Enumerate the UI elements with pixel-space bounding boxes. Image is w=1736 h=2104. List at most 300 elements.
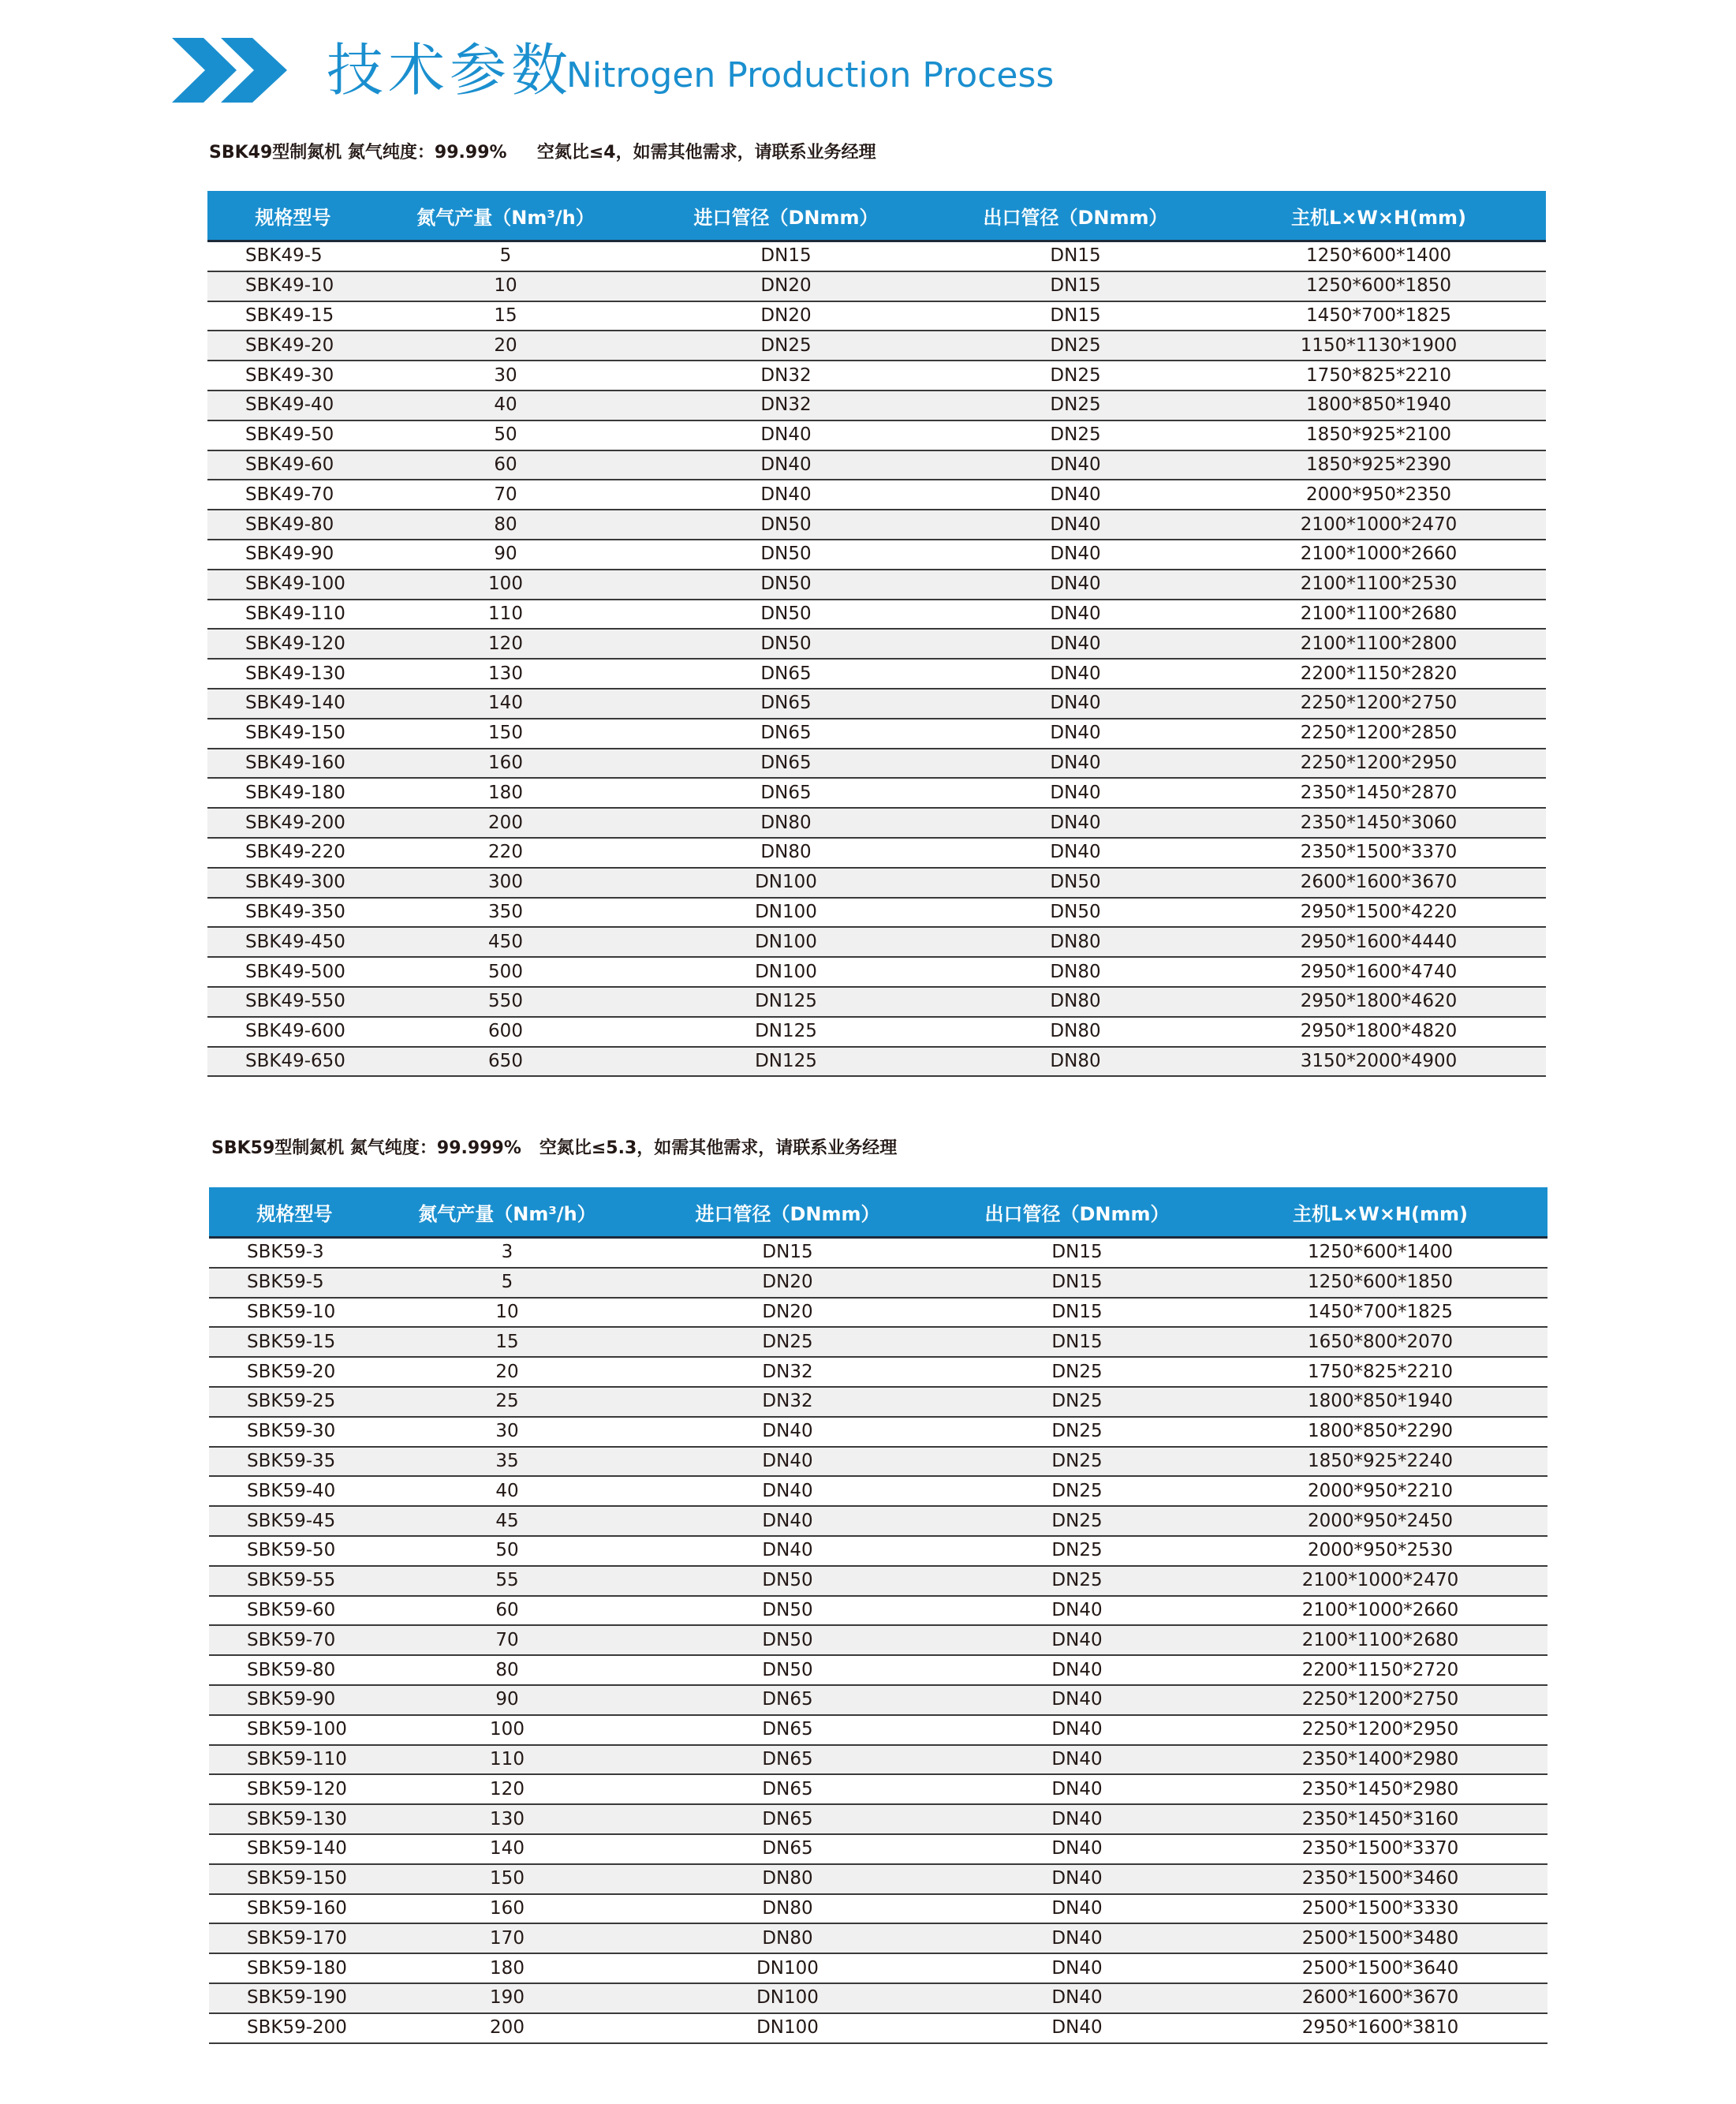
cell-model: SBK59-50 [209,1536,380,1566]
table-row [207,838,1546,868]
cell-model: SBK59-130 [209,1804,380,1834]
cell-inlet-diameter: DN32 [634,1357,941,1387]
cell-nitrogen-output: 600 [379,1017,633,1047]
table-row [209,1774,1547,1804]
cell-inlet-diameter: DN65 [634,1745,941,1775]
cell-model: SBK49-50 [207,420,379,450]
cell-outlet-diameter: DN40 [941,1655,1213,1685]
cell-model: SBK59-140 [209,1834,380,1864]
cell-model: SBK59-35 [209,1447,380,1477]
table-row [207,749,1546,779]
table-row [209,1804,1547,1834]
cell-model: SBK49-450 [207,927,379,957]
table-row [209,1387,1547,1417]
cell-host-dimensions: 2200*1150*2820 [1211,659,1546,689]
table-row [207,271,1546,301]
cell-model: SBK49-120 [207,629,379,659]
cell-model: SBK49-130 [207,659,379,689]
cell-host-dimensions: 2500*1500*3640 [1213,1953,1547,1983]
cell-inlet-diameter: DN40 [633,420,939,450]
cell-nitrogen-output: 15 [380,1327,634,1357]
cell-outlet-diameter: DN40 [941,1685,1213,1715]
cell-host-dimensions: 3150*2000*4900 [1211,1047,1546,1077]
cell-model: SBK59-180 [209,1953,380,1983]
cell-outlet-diameter: DN80 [939,1047,1211,1077]
table-row [207,957,1546,987]
cell-model: SBK59-110 [209,1745,380,1775]
table-row [209,1447,1547,1477]
table-row [207,1047,1546,1077]
cell-outlet-diameter: DN40 [941,1625,1213,1655]
cell-host-dimensions: 1750*825*2210 [1211,361,1546,391]
page-header [172,35,1671,106]
table-row [209,1685,1547,1715]
cell-model: SBK59-60 [209,1596,380,1626]
cell-inlet-diameter: DN125 [633,987,939,1017]
cell-model: SBK49-650 [207,1047,379,1077]
cell-inlet-diameter: DN80 [634,1864,941,1894]
cell-inlet-diameter: DN65 [633,719,939,749]
cell-model: SBK49-220 [207,838,379,868]
cell-outlet-diameter: DN40 [941,1745,1213,1775]
cell-nitrogen-output: 130 [380,1804,634,1834]
cell-model: SBK49-180 [207,778,379,808]
table-row [207,391,1546,420]
table-row [207,570,1546,600]
table-row [207,361,1546,391]
cell-outlet-diameter: DN40 [939,808,1211,838]
cell-host-dimensions: 2100*1000*2660 [1213,1596,1547,1626]
cell-model: SBK59-20 [209,1357,380,1387]
cell-nitrogen-output: 170 [380,1923,634,1953]
cell-inlet-diameter: DN100 [634,1983,941,2013]
cell-model: SBK59-5 [209,1268,380,1298]
cell-host-dimensions: 2100*1000*2470 [1213,1566,1547,1596]
cell-nitrogen-output: 180 [380,1953,634,1983]
cell-outlet-diameter: DN15 [939,301,1211,331]
cell-host-dimensions: 2350*1450*3160 [1213,1804,1547,1834]
table-row [209,1864,1547,1894]
cell-inlet-diameter: DN50 [634,1625,941,1655]
table-row [209,1238,1547,1268]
cell-inlet-diameter: DN100 [633,957,939,987]
cell-host-dimensions: 2100*1100*2680 [1211,600,1546,630]
cell-nitrogen-output: 300 [379,868,633,898]
double-chevron-right-icon [172,38,306,106]
cell-outlet-diameter: DN40 [939,510,1211,540]
cell-nitrogen-output: 10 [380,1298,634,1328]
cell-nitrogen-output: 220 [379,838,633,868]
cell-host-dimensions: 2250*1200*2850 [1211,719,1546,749]
cell-outlet-diameter: DN25 [941,1506,1213,1536]
cell-inlet-diameter: DN100 [634,2013,941,2043]
cell-inlet-diameter: DN50 [633,510,939,540]
cell-inlet-diameter: DN65 [633,749,939,779]
cell-host-dimensions: 2000*950*2210 [1213,1476,1547,1506]
table-row [207,868,1546,898]
table-row [207,420,1546,450]
cell-model: SBK49-80 [207,510,379,540]
cell-nitrogen-output: 350 [379,898,633,928]
cell-outlet-diameter: DN40 [939,450,1211,480]
table-row [209,1476,1547,1506]
cell-inlet-diameter: DN15 [633,241,939,271]
cell-host-dimensions: 2950*1600*4740 [1211,957,1546,987]
cell-outlet-diameter: DN25 [941,1357,1213,1387]
cell-host-dimensions: 2600*1600*3670 [1211,868,1546,898]
cell-host-dimensions: 1800*850*2290 [1213,1417,1547,1447]
cell-host-dimensions: 2350*1500*3460 [1213,1864,1547,1894]
cell-model: SBK49-100 [207,570,379,600]
cell-outlet-diameter: DN40 [939,629,1211,659]
cell-host-dimensions: 2000*950*2450 [1213,1506,1547,1536]
table-row [207,450,1546,480]
cell-outlet-diameter: DN15 [941,1268,1213,1298]
cell-host-dimensions: 2950*1600*3810 [1213,2013,1547,2043]
cell-nitrogen-output: 70 [379,480,633,510]
table-row [209,1357,1547,1387]
cell-outlet-diameter: DN15 [941,1327,1213,1357]
table-row [209,1506,1547,1536]
cell-outlet-diameter: DN80 [939,987,1211,1017]
cell-outlet-diameter: DN50 [939,868,1211,898]
table-row [207,331,1546,361]
cell-nitrogen-output: 55 [380,1566,634,1596]
cell-outlet-diameter: DN40 [939,540,1211,570]
cell-outlet-diameter: DN15 [939,271,1211,301]
cell-nitrogen-output: 130 [379,659,633,689]
cell-inlet-diameter: DN32 [633,361,939,391]
cell-nitrogen-output: 500 [379,957,633,987]
cell-outlet-diameter: DN40 [941,1923,1213,1953]
cell-host-dimensions: 2000*950*2350 [1211,480,1546,510]
cell-host-dimensions: 2250*1200*2950 [1211,749,1546,779]
cell-inlet-diameter: DN40 [634,1476,941,1506]
cell-inlet-diameter: DN40 [634,1536,941,1566]
cell-nitrogen-output: 30 [380,1417,634,1447]
cell-inlet-diameter: DN80 [634,1894,941,1924]
cell-host-dimensions: 1250*600*1850 [1213,1268,1547,1298]
cell-inlet-diameter: DN50 [633,629,939,659]
table-row [209,1417,1547,1447]
table-row [207,659,1546,689]
table-row [209,1834,1547,1864]
cell-outlet-diameter: DN40 [939,570,1211,600]
cell-inlet-diameter: DN100 [634,1953,941,1983]
cell-inlet-diameter: DN32 [633,391,939,420]
table-row [209,1715,1547,1745]
cell-inlet-diameter: DN50 [634,1655,941,1685]
cell-model: SBK49-30 [207,361,379,391]
cell-nitrogen-output: 160 [379,749,633,779]
cell-host-dimensions: 1800*850*1940 [1213,1387,1547,1417]
cell-nitrogen-output: 140 [379,689,633,719]
cell-model: SBK59-100 [209,1715,380,1745]
cell-model: SBK49-350 [207,898,379,928]
cell-outlet-diameter: DN40 [941,1834,1213,1864]
cell-model: SBK49-160 [207,749,379,779]
table-row [209,1596,1547,1626]
cell-nitrogen-output: 3 [380,1238,634,1268]
cell-model: SBK59-70 [209,1625,380,1655]
cell-inlet-diameter: DN50 [634,1566,941,1596]
cell-nitrogen-output: 60 [380,1596,634,1626]
cell-outlet-diameter: DN40 [939,600,1211,630]
cell-outlet-diameter: DN15 [939,241,1211,271]
cell-host-dimensions: 2350*1400*2980 [1213,1745,1547,1775]
table-row [207,719,1546,749]
cell-inlet-diameter: DN50 [634,1596,941,1626]
cell-nitrogen-output: 190 [380,1983,634,2013]
column-header-outlet-diameter: 出口管径（DNmm） [939,191,1211,241]
table-row [207,540,1546,570]
cell-outlet-diameter: DN25 [941,1566,1213,1596]
cell-outlet-diameter: DN40 [941,1953,1213,1983]
cell-outlet-diameter: DN40 [941,1804,1213,1834]
table-row [207,480,1546,510]
cell-nitrogen-output: 110 [379,600,633,630]
cell-outlet-diameter: DN40 [939,689,1211,719]
column-header-host-dimensions: 主机L×W×H(mm) [1213,1187,1547,1238]
table-row [209,2013,1547,2043]
cell-host-dimensions: 1850*925*2100 [1211,420,1546,450]
table-row [207,927,1546,957]
cell-host-dimensions: 2350*1450*3060 [1211,808,1546,838]
cell-outlet-diameter: DN40 [941,1894,1213,1924]
table-row [207,1017,1546,1047]
cell-outlet-diameter: DN40 [941,1596,1213,1626]
cell-outlet-diameter: DN25 [939,391,1211,420]
cell-inlet-diameter: DN40 [633,480,939,510]
cell-host-dimensions: 2350*1450*2870 [1211,778,1546,808]
cell-nitrogen-output: 20 [380,1357,634,1387]
cell-inlet-diameter: DN65 [633,689,939,719]
cell-model: SBK49-300 [207,868,379,898]
cell-nitrogen-output: 200 [379,808,633,838]
cell-outlet-diameter: DN40 [939,749,1211,779]
cell-model: SBK49-600 [207,1017,379,1047]
cell-host-dimensions: 1800*850*1940 [1211,391,1546,420]
cell-host-dimensions: 2350*1500*3370 [1213,1834,1547,1864]
cell-nitrogen-output: 50 [380,1536,634,1566]
table-row [209,1625,1547,1655]
cell-host-dimensions: 2600*1600*3670 [1213,1983,1547,2013]
table-row [209,1983,1547,2013]
table-row [207,301,1546,331]
cell-inlet-diameter: DN100 [633,898,939,928]
cell-host-dimensions: 2950*1600*4440 [1211,927,1546,957]
cell-nitrogen-output: 100 [380,1715,634,1745]
column-header-inlet-diameter: 进口管径（DNmm） [633,191,939,241]
table-row [207,600,1546,630]
cell-nitrogen-output: 10 [379,271,633,301]
column-header-outlet-diameter: 出口管径（DNmm） [941,1187,1213,1238]
table-row [207,689,1546,719]
cell-nitrogen-output: 20 [379,331,633,361]
cell-host-dimensions: 2100*1000*2660 [1211,540,1546,570]
cell-nitrogen-output: 90 [379,540,633,570]
cell-nitrogen-output: 15 [379,301,633,331]
cell-model: SBK49-550 [207,987,379,1017]
cell-host-dimensions: 1250*600*1850 [1211,271,1546,301]
cell-inlet-diameter: DN100 [633,868,939,898]
cell-inlet-diameter: DN65 [634,1715,941,1745]
cell-outlet-diameter: DN25 [941,1476,1213,1506]
cell-host-dimensions: 1850*925*2390 [1211,450,1546,480]
cell-host-dimensions: 1250*600*1400 [1211,241,1546,271]
cell-outlet-diameter: DN50 [939,898,1211,928]
cell-nitrogen-output: 50 [379,420,633,450]
cell-inlet-diameter: DN50 [633,600,939,630]
cell-nitrogen-output: 25 [380,1387,634,1417]
table-row [209,1923,1547,1953]
cell-inlet-diameter: DN40 [634,1417,941,1447]
cell-nitrogen-output: 60 [379,450,633,480]
table-row [209,1953,1547,1983]
cell-outlet-diameter: DN80 [939,1017,1211,1047]
cell-model: SBK49-5 [207,241,379,271]
table-row [207,241,1546,271]
cell-host-dimensions: 2950*1500*4220 [1211,898,1546,928]
column-header-nitrogen-output: 氮气产量（Nm³/h） [379,191,633,241]
table-row [207,778,1546,808]
table-row [207,629,1546,659]
cell-inlet-diameter: DN100 [633,927,939,957]
table-row [209,1655,1547,1685]
cell-host-dimensions: 2250*1200*2750 [1211,689,1546,719]
cell-host-dimensions: 2250*1200*2750 [1213,1685,1547,1715]
column-header-model: 规格型号 [209,1187,380,1238]
table-row [209,1327,1547,1357]
cell-host-dimensions: 2950*1800*4820 [1211,1017,1546,1047]
cell-inlet-diameter: DN80 [634,1923,941,1953]
cell-inlet-diameter: DN65 [634,1804,941,1834]
cell-inlet-diameter: DN65 [634,1685,941,1715]
column-header-model: 规格型号 [207,191,379,241]
cell-outlet-diameter: DN80 [939,927,1211,957]
cell-model: SBK49-60 [207,450,379,480]
cell-inlet-diameter: DN50 [633,540,939,570]
cell-model: SBK59-10 [209,1298,380,1328]
table-caption-sbk59: SBK59型制氮机 氮气纯度：99.999% 空氮比≤5.3，如需其他需求，请联系业务经理 [211,1138,898,1158]
cell-nitrogen-output: 450 [379,927,633,957]
cell-inlet-diameter: DN40 [633,450,939,480]
table-row [209,1536,1547,1566]
cell-model: SBK59-15 [209,1327,380,1357]
cell-nitrogen-output: 100 [379,570,633,600]
cell-model: SBK59-120 [209,1774,380,1804]
cell-nitrogen-output: 35 [380,1447,634,1477]
table-row [207,808,1546,838]
column-header-nitrogen-output: 氮气产量（Nm³/h） [380,1187,634,1238]
cell-outlet-diameter: DN40 [939,719,1211,749]
cell-model: SBK49-200 [207,808,379,838]
cell-outlet-diameter: DN25 [941,1387,1213,1417]
cell-nitrogen-output: 200 [380,2013,634,2043]
cell-outlet-diameter: DN25 [939,420,1211,450]
cell-nitrogen-output: 140 [380,1834,634,1864]
cell-model: SBK59-3 [209,1238,380,1268]
cell-host-dimensions: 2200*1150*2720 [1213,1655,1547,1685]
cell-host-dimensions: 1850*925*2240 [1213,1447,1547,1477]
cell-host-dimensions: 2100*1100*2680 [1213,1625,1547,1655]
cell-inlet-diameter: DN65 [633,659,939,689]
cell-outlet-diameter: DN25 [941,1536,1213,1566]
cell-inlet-diameter: DN20 [633,271,939,301]
cell-host-dimensions: 2950*1800*4620 [1211,987,1546,1017]
table-caption-sbk49: SBK49型制氮机 氮气纯度：99.99% 空氮比≤4，如需其他需求，请联系业务经理 [209,143,876,163]
cell-nitrogen-output: 90 [380,1685,634,1715]
cell-outlet-diameter: DN25 [939,361,1211,391]
cell-inlet-diameter: DN125 [633,1047,939,1077]
spec-table-sbk49 [207,191,1546,1077]
cell-model: SBK59-90 [209,1685,380,1715]
cell-host-dimensions: 2100*1000*2470 [1211,510,1546,540]
cell-nitrogen-output: 30 [379,361,633,391]
cell-nitrogen-output: 80 [379,510,633,540]
cell-nitrogen-output: 180 [379,778,633,808]
table-row [209,1268,1547,1298]
page-title: 技术参数 [327,37,573,103]
cell-nitrogen-output: 45 [380,1506,634,1536]
cell-model: SBK59-25 [209,1387,380,1417]
cell-nitrogen-output: 150 [379,719,633,749]
cell-outlet-diameter: DN80 [939,957,1211,987]
table-row [209,1894,1547,1924]
cell-host-dimensions: 2500*1500*3480 [1213,1923,1547,1953]
cell-inlet-diameter: DN65 [634,1834,941,1864]
cell-host-dimensions: 1750*825*2210 [1213,1357,1547,1387]
cell-inlet-diameter: DN20 [634,1268,941,1298]
cell-nitrogen-output: 650 [379,1047,633,1077]
cell-nitrogen-output: 110 [380,1745,634,1775]
cell-nitrogen-output: 40 [380,1476,634,1506]
cell-model: SBK59-40 [209,1476,380,1506]
cell-nitrogen-output: 160 [380,1894,634,1924]
table-row [207,898,1546,928]
spec-table-sbk59 [209,1187,1547,2044]
column-header-inlet-diameter: 进口管径（DNmm） [634,1187,941,1238]
cell-inlet-diameter: DN80 [633,808,939,838]
table-row [209,1566,1547,1596]
table-row [209,1745,1547,1775]
cell-outlet-diameter: DN25 [941,1447,1213,1477]
cell-inlet-diameter: DN15 [634,1238,941,1268]
cell-outlet-diameter: DN15 [941,1238,1213,1268]
cell-nitrogen-output: 550 [379,987,633,1017]
cell-outlet-diameter: DN40 [939,480,1211,510]
cell-nitrogen-output: 70 [380,1625,634,1655]
cell-outlet-diameter: DN40 [939,838,1211,868]
cell-outlet-diameter: DN40 [941,1864,1213,1894]
cell-inlet-diameter: DN80 [633,838,939,868]
cell-inlet-diameter: DN25 [633,331,939,361]
cell-inlet-diameter: DN50 [633,570,939,600]
cell-outlet-diameter: DN25 [941,1417,1213,1447]
column-header-host-dimensions: 主机L×W×H(mm) [1211,191,1546,241]
page-subtitle: Nitrogen Production Process [566,55,1055,95]
cell-nitrogen-output: 5 [380,1268,634,1298]
cell-outlet-diameter: DN40 [941,1774,1213,1804]
cell-inlet-diameter: DN65 [634,1774,941,1804]
cell-host-dimensions: 2100*1100*2530 [1211,570,1546,600]
cell-model: SBK59-160 [209,1894,380,1924]
cell-inlet-diameter: DN125 [633,1017,939,1047]
cell-outlet-diameter: DN40 [941,1983,1213,2013]
cell-model: SBK59-45 [209,1506,380,1536]
cell-model: SBK49-20 [207,331,379,361]
cell-outlet-diameter: DN15 [941,1298,1213,1328]
